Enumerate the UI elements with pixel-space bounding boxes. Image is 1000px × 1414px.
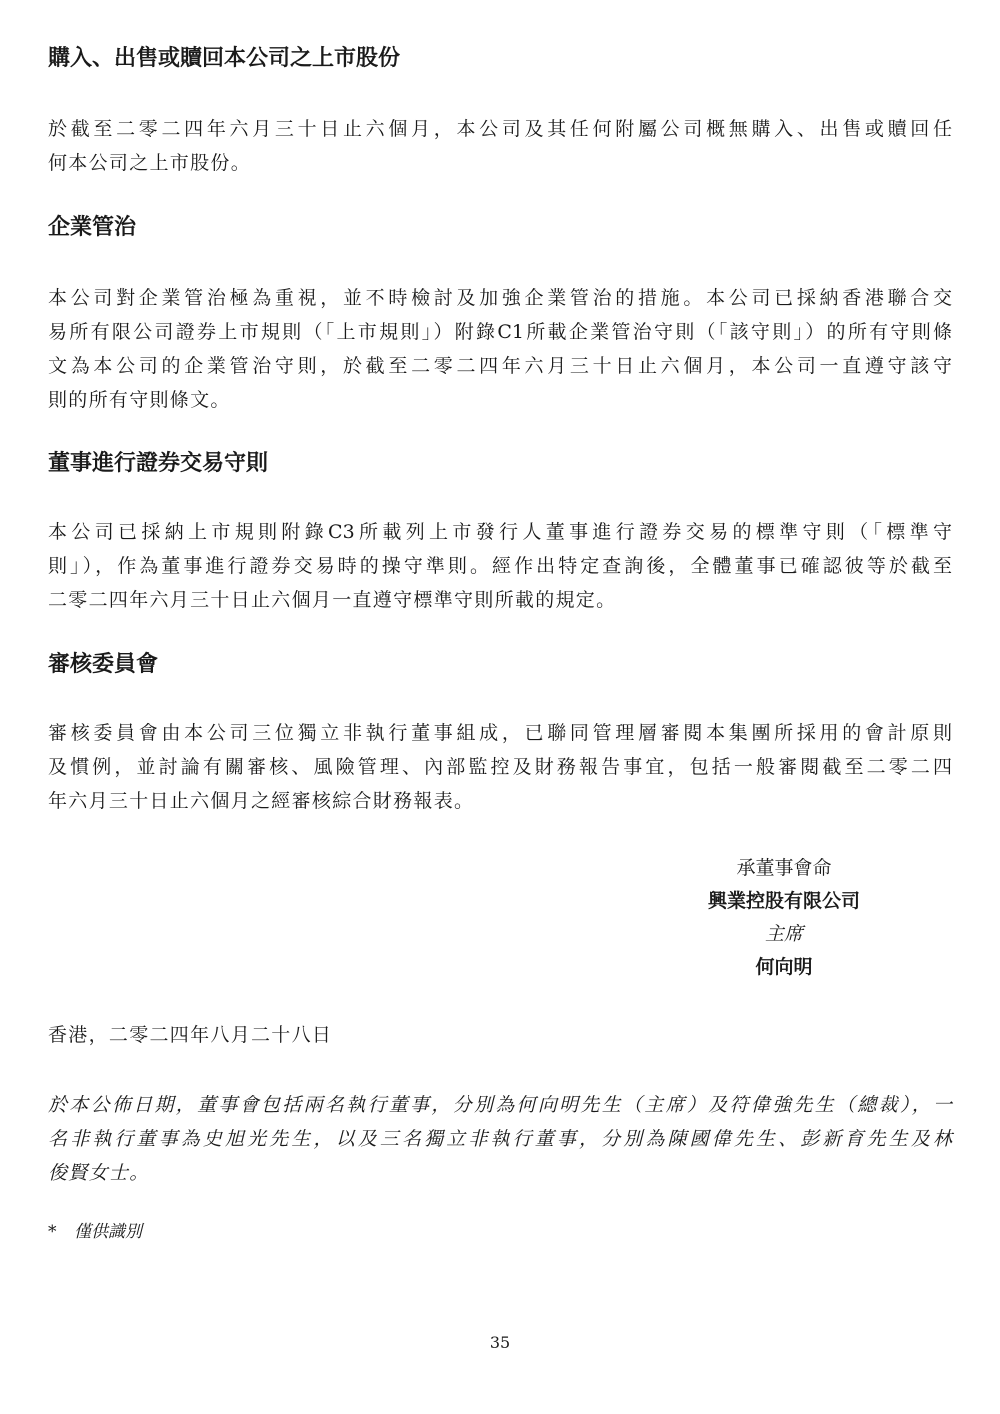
paragraph-corporate-governance <box>48 281 952 417</box>
paragraph-line: 名非執行董事為史旭光先生，以及三名獨立非執行董事，分別為陳國偉先生、彭新育先生及林 <box>48 1128 952 1150</box>
paragraph-audit-committee <box>48 716 952 818</box>
company-name: 興業控股有限公司 <box>707 890 860 912</box>
paragraph-line: 於本公佈日期，董事會包括兩名執行董事，分別為何向明先生（主席）及符偉強先生（總裁），一 <box>48 1094 952 1116</box>
heading-corporate-governance: 企業管治 <box>48 215 137 240</box>
paragraph-line: 審核委員會由本公司三位獨立非執行董事組成，已聯同管理層審閱本集團所採用的會計原則 <box>48 722 952 744</box>
signatory-name: 何向明 <box>755 956 813 978</box>
paragraph-line: 易所有限公司證券上市規則（「上市規則」）附錄C1所載企業管治守則（「該守則」）的所有守則條 <box>48 321 952 343</box>
paragraph-line: 於截至二零二四年六月三十日止六個月，本公司及其任何附屬公司概無購入、出售或贖回任 <box>48 118 952 140</box>
signatory-title: 主席 <box>764 923 803 945</box>
footnote <box>48 1219 142 1245</box>
signature-block <box>668 852 900 984</box>
paragraph-line: 則」），作為董事進行證券交易時的操守準則。經作出特定查詢後，全體董事已確認彼等於截至 <box>48 555 952 577</box>
heading-securities-transactions: 董事進行證券交易守則 <box>48 451 269 476</box>
footnote-mark: * <box>48 1222 57 1242</box>
footnote-text: 僅供識別 <box>74 1222 142 1242</box>
paragraph-share-repurchase <box>48 112 952 180</box>
page-number: 35 <box>489 1333 511 1352</box>
paragraph-line: 文為本公司的企業管治守則，於截至二零二四年六月三十日止六個月，本公司一直遵守該守 <box>48 355 952 377</box>
paragraph-securities-transactions <box>48 515 952 617</box>
paragraph-line: 年六月三十日止六個月之經審核綜合財務報表。 <box>48 790 475 812</box>
paragraph-line: 俊賢女士。 <box>48 1162 150 1184</box>
document-page <box>48 0 952 1414</box>
paragraph-line: 則的所有守則條文。 <box>48 389 231 411</box>
paragraph-line: 本公司對企業管治極為重視，並不時檢討及加強企業管治的措施。本公司已採納香港聯合交 <box>48 287 952 309</box>
by-order-of-board: 承董事會命 <box>736 857 832 879</box>
paragraph-line: 本公司已採納上市規則附錄C3所載列上市發行人董事進行證券交易的標準守則（「標準守 <box>48 521 952 543</box>
place-and-date: 香港，二零二四年八月二十八日 <box>48 1024 333 1046</box>
heading-share-repurchase: 購入、出售或贖回本公司之上市股份 <box>48 46 401 71</box>
paragraph-line: 何本公司之上市股份。 <box>48 152 252 174</box>
paragraph-line: 及慣例，並討論有關審核、風險管理、內部監控及財務報告事宜，包括一般審閱截至二零二四 <box>48 756 952 778</box>
board-composition-statement <box>48 1088 952 1190</box>
heading-audit-committee: 審核委員會 <box>48 652 159 677</box>
paragraph-line: 二零二四年六月三十日止六個月一直遵守標準守則所載的規定。 <box>48 589 617 611</box>
